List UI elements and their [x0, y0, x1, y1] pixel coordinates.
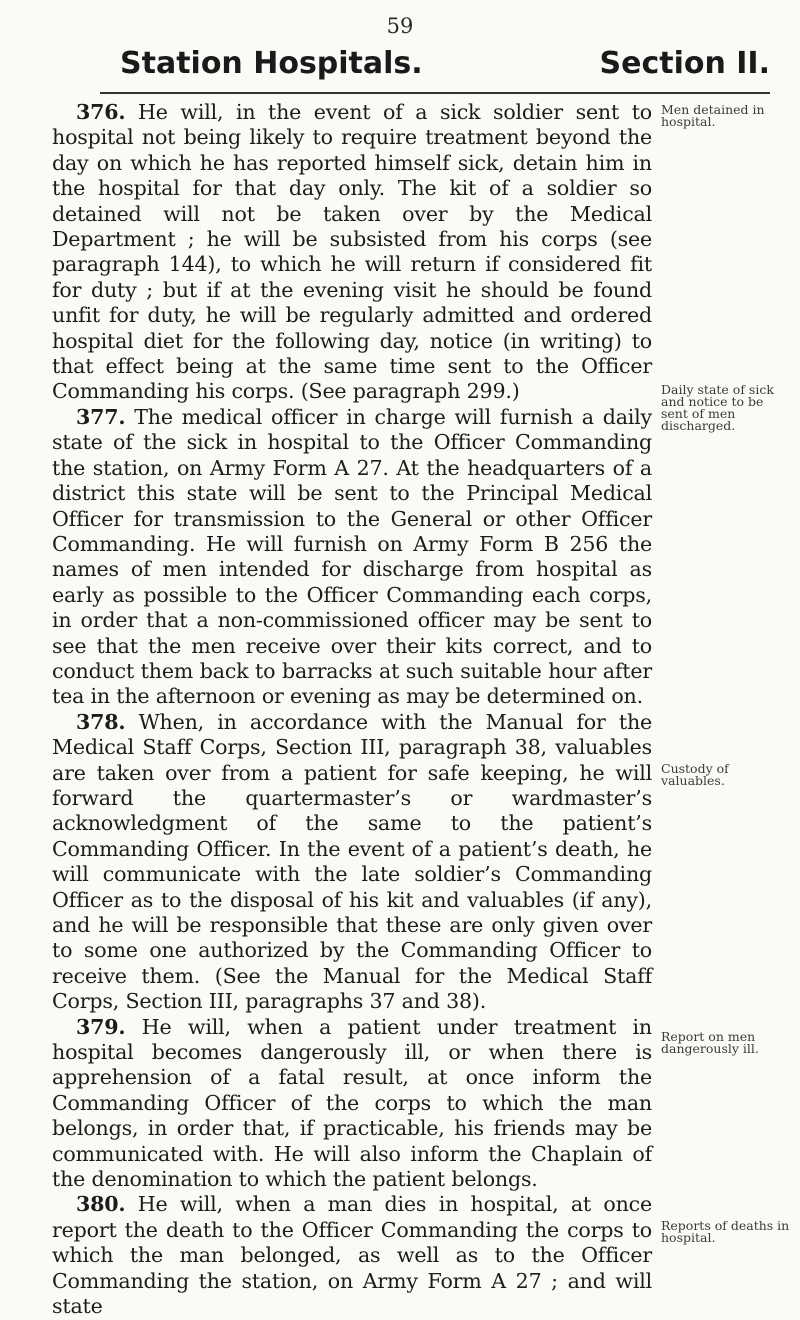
- body-text: [52, 100, 652, 1320]
- header-section: Section II.: [599, 46, 770, 81]
- paragraph-number: 376.: [76, 100, 126, 124]
- paragraph-text: When, in accordance with the Manual for the Medical Staff Corps, Section III, paragraph 38, valuables are taken over from a patient for safe keeping, he will forward the quartermaster’s or wardmaster’s acknowledgment of the same to the patient’s Commanding Officer. In the event of a patient’s death, he will communicate with the late soldier’s Commanding Officer as to the disposal of his kit and valuables (if any), and he will be responsible that these are only given over to some one authorized by the Commanding Officer to receive them. (See the Manual for the Medical Staff Corps, Section III, paragraphs 37 and 38).: [52, 709, 652, 1014]
- margin-note-377: Daily state of sick and notice to be sent of men discharged.: [661, 382, 774, 433]
- running-header: [100, 46, 770, 86]
- paragraph-376: [52, 100, 652, 405]
- header-rule: [100, 92, 770, 94]
- paragraph-text: He will, in the event of a sick soldier sent to hospital not being likely to require treatment beyond the day on which he has reported himself sick, detain him in the hospital for that day only. The kit of a soldier so detained will not be taken over by the Medical Department ; he will be subsisted from his corps (see paragraph 144), to which he will return if considered fit for duty ; but if at the evening visit he should be found unfit for duty, he will be regularly admitted and ordered hospital diet for the following day, notice (in writing) to that effect being at the same time sent to the Officer Commanding his corps. (See paragraph 299.): [52, 100, 652, 404]
- paragraph-number: 377.: [76, 404, 126, 429]
- paragraph-377: [52, 405, 652, 710]
- paragraph-number: 380.: [76, 1192, 126, 1217]
- paragraph-number: 379.: [76, 1014, 126, 1039]
- margin-note-380: Reports of deaths in hospital.: [661, 1218, 790, 1245]
- paragraph-378: [52, 710, 652, 1015]
- paragraph-379: [52, 1015, 652, 1193]
- paragraph-text: He will, when a man dies in hospital, at once report the death to the Officer Commanding the corps to which the man belonged, as well as to the Officer Commanding the station, on Army Form A 27 ; and will state: [52, 1192, 652, 1319]
- header-title: Station Hospitals.: [120, 46, 423, 81]
- paragraph-text: The medical officer in charge will furnish a daily state of the sick in hospital to the Officer Commanding the station, on Army Form A 27. At the headquarters of a district this state will be sent to the Principal Medical Officer for transmission to the General or other Officer Commanding. He will furnish on Army Form B 256 the names of men intended for discharge from hospital as early as possible to the Officer Commanding each corps, in order that a non-commissioned officer may be sent to see that the men receive over their kits correct, and to conduct them back to barracks at such suitable hour after tea in the afternoon or evening as may be determined on.: [52, 404, 652, 709]
- page-number: 59: [386, 14, 414, 38]
- paragraph-380: [52, 1192, 652, 1319]
- paragraph-number: 378.: [76, 709, 126, 734]
- margin-note-378: Custody of valuables.: [661, 761, 729, 788]
- margin-note-379: Report on men dangerously ill.: [661, 1029, 759, 1056]
- paragraph-text: He will, when a patient under treatment in hospital becomes dangerously ill, or when there is apprehension of a fatal result, at once inform the Commanding Officer of the corps to which the man belongs, in order that, if practicable, his friends may be communicated with. He will also inform the Chaplain of the denomination to which the patient belongs.: [52, 1014, 652, 1192]
- margin-note-376: Men detained in hospital.: [661, 102, 765, 129]
